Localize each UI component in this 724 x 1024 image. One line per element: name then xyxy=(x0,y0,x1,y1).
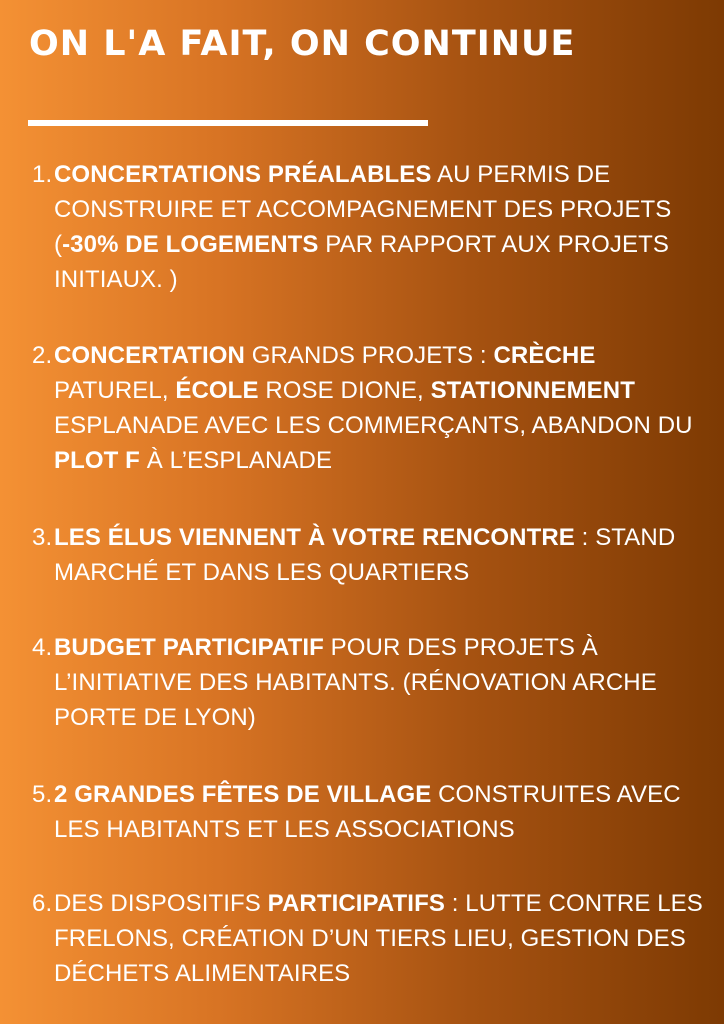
item-text xyxy=(54,886,716,991)
item-text-segment: PATUREL, xyxy=(54,377,176,404)
item-number: 6. xyxy=(32,890,53,917)
item-text-segment: LES ÉLUS VIENNENT À VOTRE RENCONTRE xyxy=(54,524,575,551)
list-item xyxy=(32,777,716,847)
list-item xyxy=(32,520,716,590)
item-text-segment: -30% DE LOGEMENTS xyxy=(62,231,319,258)
page-title: ON L'A FAIT, ON CONTINUE xyxy=(29,24,576,64)
item-text-segment: PARTICIPATIFS xyxy=(267,890,445,917)
item-text-segment: : LUTTE CONTRE LES FRELONS, CRÉATION D’UN TIERS LIEU, GESTION DES DÉCHETS ALIMENTAIRES xyxy=(54,890,703,987)
item-text-segment: CONCERTATIONS PRÉALABLES xyxy=(54,161,432,188)
item-text-segment: STATIONNEMENT xyxy=(430,377,635,404)
item-text xyxy=(54,338,716,478)
item-number: 1. xyxy=(32,161,53,188)
item-number: 5. xyxy=(32,781,53,808)
item-text-segment: ROSE DIONE, xyxy=(258,377,431,404)
list-item xyxy=(32,630,716,735)
item-text-segment: À L’ESPLANADE xyxy=(139,447,333,474)
item-text xyxy=(54,157,716,297)
item-text-segment: ÉCOLE xyxy=(175,377,259,404)
item-text-segment: CONCERTATION xyxy=(54,342,245,369)
item-text-segment: : STAND MARCHÉ ET DANS LES QUARTIERS xyxy=(54,524,676,586)
item-number: 3. xyxy=(32,524,53,551)
item-text-segment: PAR RAPPORT AUX PROJETS INITIAUX. ) xyxy=(54,231,670,293)
title-divider xyxy=(28,120,428,126)
item-text-segment: BUDGET PARTICIPATIF xyxy=(54,634,324,661)
item-text-segment: ESPLANADE AVEC LES COMMERÇANTS, ABANDON DU xyxy=(54,412,693,439)
item-text-segment: 2 GRANDES FÊTES DE VILLAGE xyxy=(54,781,432,808)
item-text-segment: CONSTRUITES AVEC LES HABITANTS ET LES ASSOCIATIONS xyxy=(54,781,681,843)
list-item xyxy=(32,338,716,478)
item-number: 4. xyxy=(32,634,53,661)
item-text-segment: PLOT F xyxy=(54,447,140,474)
item-text-segment: CRÈCHE xyxy=(493,342,596,369)
list-item xyxy=(32,886,716,991)
item-text-segment: GRANDS PROJETS : xyxy=(244,342,494,369)
list-item xyxy=(32,157,716,297)
item-text-segment: AU PERMIS DE CONSTRUIRE ET ACCOMPAGNEMENT DES PROJETS ( xyxy=(54,161,672,258)
item-text xyxy=(54,777,716,847)
item-text xyxy=(54,630,716,735)
item-text-segment: POUR DES PROJETS À L’INITIATIVE DES HABITANTS. (RÉNOVATION ARCHE PORTE DE LYON) xyxy=(54,634,657,731)
item-text-segment: DES DISPOSITIFS xyxy=(54,890,268,917)
item-text xyxy=(54,520,716,590)
item-number: 2. xyxy=(32,342,53,369)
